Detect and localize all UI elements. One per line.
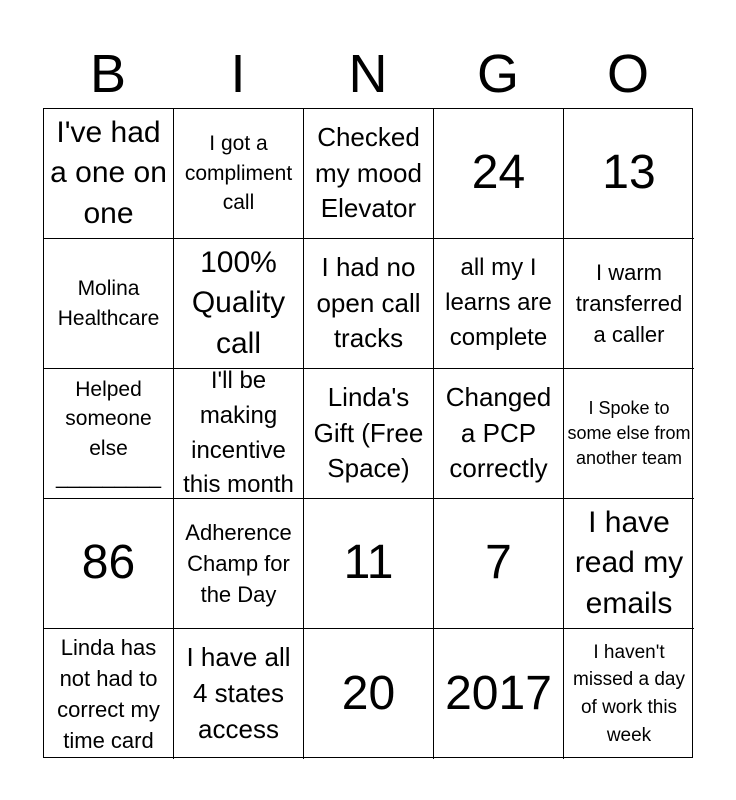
- header-letter-i: I: [230, 44, 246, 104]
- bingo-cell-r5-c5[interactable]: [564, 629, 694, 759]
- bingo-board: [43, 108, 693, 758]
- cell-text: all my I learns are complete: [445, 254, 552, 351]
- cell-text: 86: [81, 536, 136, 590]
- bingo-header: [43, 40, 693, 108]
- bingo-cell-r2-c2[interactable]: [174, 239, 304, 369]
- cell-text: I Spoke to some else from another team: [567, 397, 691, 469]
- bingo-cell-r4-c4[interactable]: [434, 499, 564, 629]
- header-letter-b: B: [89, 44, 127, 104]
- cell-text: Linda's Gift (Free Space): [313, 381, 424, 484]
- cell-text: 11: [343, 536, 394, 590]
- bingo-cell-r5-c2[interactable]: [174, 629, 304, 759]
- cell-text: 20: [341, 666, 396, 720]
- header-letter-n: N: [348, 44, 388, 104]
- cell-text: Molina Healthcare: [57, 277, 160, 330]
- bingo-cell-r4-c1[interactable]: [44, 499, 174, 629]
- bingo-cell-r2-c1[interactable]: [44, 239, 174, 369]
- bingo-cell-r3-c3[interactable]: [304, 369, 434, 499]
- cell-text: Adherence Champ for the Day: [185, 519, 292, 608]
- cell-text: I got a compliment call: [184, 132, 293, 215]
- bingo-cell-r1-c5[interactable]: [564, 109, 694, 239]
- cell-text: 7: [485, 536, 512, 590]
- cell-text: 100% Quality call: [191, 245, 286, 360]
- cell-text: 2017: [445, 666, 552, 720]
- bingo-cell-r4-c2[interactable]: [174, 499, 304, 629]
- cell-text: I have all 4 states access: [186, 642, 291, 744]
- bingo-cell-r2-c3[interactable]: [304, 239, 434, 369]
- bingo-cell-r4-c5[interactable]: [564, 499, 694, 629]
- bingo-cell-r2-c5[interactable]: [564, 239, 694, 369]
- cell-text: Checked my mood Elevator: [315, 121, 422, 224]
- header-letter-g: G: [476, 44, 519, 104]
- cell-text: I warm transferred a caller: [575, 259, 683, 348]
- cell-text: 24: [471, 146, 526, 200]
- header-letter-o: O: [606, 44, 649, 104]
- bingo-cell-r5-c1[interactable]: [44, 629, 174, 759]
- cell-text: I had no open call tracks: [316, 251, 421, 354]
- bingo-cell-r3-c1[interactable]: [44, 369, 174, 499]
- bingo-cell-r3-c4[interactable]: [434, 369, 564, 499]
- bingo-cell-r1-c1[interactable]: [44, 109, 174, 239]
- bingo-cell-r3-c2[interactable]: [174, 369, 304, 499]
- cell-text: I haven't missed a day of work this week: [573, 641, 685, 746]
- cell-text: I have read my emails: [574, 505, 684, 620]
- cell-text: Changed a PCP correctly: [445, 381, 552, 484]
- bingo-cell-r5-c4[interactable]: [434, 629, 564, 759]
- cell-text: Linda has not had to correct my time card: [57, 634, 160, 754]
- bingo-cell-r2-c4[interactable]: [434, 239, 564, 369]
- cell-text: I've had a one on one: [50, 115, 167, 230]
- bingo-cell-r3-c5[interactable]: [564, 369, 694, 499]
- cell-text: Helped someone else _________: [55, 377, 162, 489]
- cell-text: 13: [602, 146, 656, 200]
- cell-text: I'll be making incentive this month: [183, 369, 294, 499]
- bingo-cell-r1-c3[interactable]: [304, 109, 434, 239]
- bingo-cell-r4-c3[interactable]: [304, 499, 434, 629]
- bingo-cell-r5-c3[interactable]: [304, 629, 434, 759]
- bingo-cell-r1-c2[interactable]: [174, 109, 304, 239]
- bingo-cell-r1-c4[interactable]: [434, 109, 564, 239]
